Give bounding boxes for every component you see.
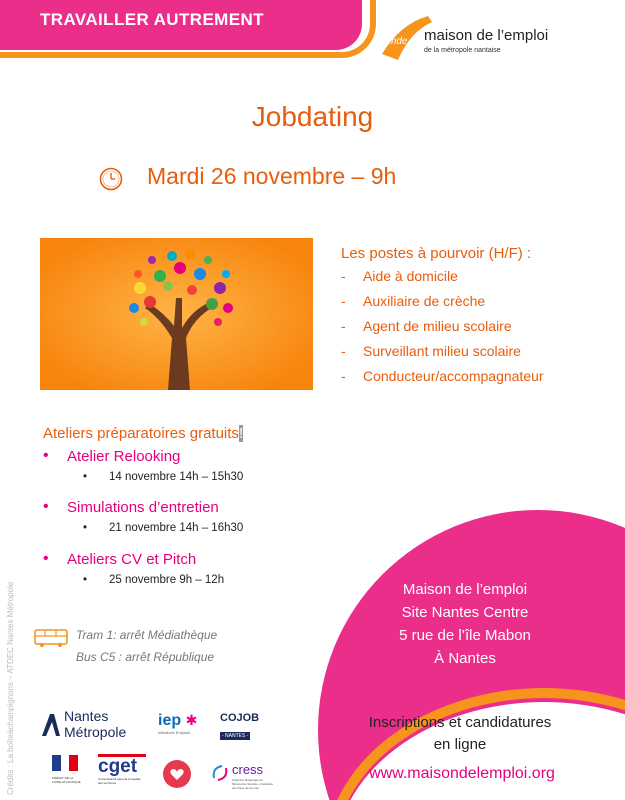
ateliers-title: Ateliers préparatoires gratuits!	[43, 425, 244, 442]
atelier-name: Ateliers CV et Pitch	[67, 550, 197, 568]
iep-logo: iep ✱ Initiatives Emplois	[158, 712, 198, 735]
cojob-logo: COJOB - NANTES -	[220, 712, 260, 739]
atelier-date: 25 novembre 9h – 12h	[109, 574, 225, 586]
svg-text:mde: mde	[388, 36, 408, 47]
iep-star-icon: ✱	[185, 712, 198, 728]
image-credits: Crédits : La boîteàchampignons – ATDEC Nantes Métropole	[6, 581, 15, 795]
website-link[interactable]: www.maisondelemploi.org	[369, 765, 555, 782]
positions-title: Les postes à pourvoir (H/F) :	[341, 245, 532, 262]
list-item: - Aide à domicile	[341, 268, 458, 284]
registration-text: Inscriptions et candidatures en ligne	[368, 714, 552, 753]
list-item: - Surveillant milieu scolaire	[341, 343, 521, 359]
event-title: Jobdating	[251, 101, 374, 132]
list-item: - Conducteur/accompagnateur	[341, 368, 544, 384]
list-item: - Agent de milieu scolaire	[341, 318, 512, 334]
atelier-date: 21 novembre 14h – 16h30	[109, 522, 244, 534]
prefet-logo: PRÉFET DE LA LOIRE-ATLANTIQUE	[52, 755, 92, 789]
clock-icon	[99, 167, 123, 191]
atelier-item: • Ateliers CV et Pitch • 25 novembre 9h – 12h	[43, 550, 225, 586]
atelier-item: • Simulations d’entretien • 21 novembre 14h – 16h30	[43, 498, 244, 534]
banner-title: TRAVAILLER AUTREMENT	[40, 10, 264, 29]
french-flag-icon	[52, 755, 78, 771]
logo-subtitle: de la métropole nantaise	[424, 47, 501, 54]
event-date: Mardi 26 novembre – 9h	[147, 163, 397, 189]
heart-badge-icon	[163, 760, 191, 788]
atelier-date: 14 novembre 14h – 15h30	[109, 471, 244, 483]
atelier-name: Simulations d’entretien	[67, 498, 219, 516]
bus-icon	[34, 628, 68, 648]
tram-info: Tram 1: arrêt Médiathèque	[76, 628, 218, 642]
atelier-name: Atelier Relooking	[67, 447, 181, 465]
bus-info: Bus C5 : arrêt République	[76, 650, 215, 664]
list-item: - Auxiliaire de crèche	[341, 293, 486, 309]
positions-section	[341, 245, 621, 393]
atelier-item: • Atelier Relooking • 14 novembre 14h – 15h30	[43, 447, 244, 483]
nantes-wave-icon	[40, 710, 62, 740]
cress-swirl-icon	[210, 762, 230, 782]
cress-logo: cress Chambre Régionale de l'Économie Sociale et Solidaire des Pays de la Loire	[210, 762, 280, 792]
cget-logo: cget Commissariat général à l'égalité des territoires	[98, 754, 146, 790]
nantes-metropole-logo: Nantes Métropole	[40, 708, 145, 742]
tree-hands-illustration	[40, 238, 313, 390]
venue-address: Maison de l’emploi Site Nantes Centre 5 rue de l’île Mabon À Nantes	[399, 581, 531, 667]
maison-emploi-logo	[380, 12, 580, 70]
logo-name: maison de l’emploi	[424, 27, 549, 44]
